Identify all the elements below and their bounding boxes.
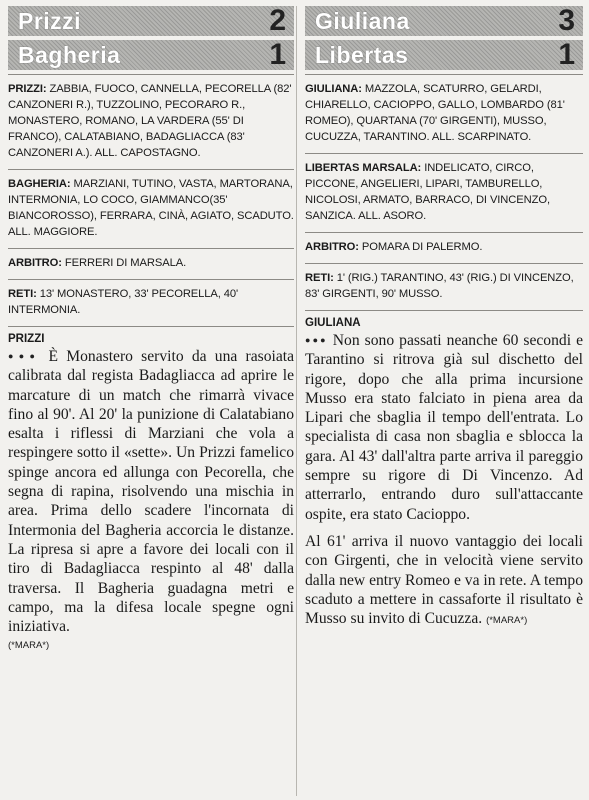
score-row-home: [305, 6, 583, 36]
lineup-away-label: BAGHERIA:: [8, 178, 71, 190]
referee: [8, 249, 294, 279]
lineup-away-label: LIBERTAS MARSALA:: [305, 162, 422, 174]
bullet-dots-icon: ●●●: [8, 351, 41, 361]
referee-label: ARBITRO:: [305, 241, 359, 253]
separator: [305, 310, 583, 311]
score-row-away: [8, 40, 294, 70]
bullet-dots-icon: ●●●: [305, 335, 328, 345]
lineup-away-text: MARZIANI, TUTINO, VASTA, MARTORANA, INTERMONIA, LO COCO, GIAMMANCO(35' BIANCOROSSO), FERRARA, CINÀ, AGIATO, SCADUTO. ALL. MAGGIORE.: [8, 178, 294, 238]
report-paragraph: ●●● Non sono passati neanche 60 secondi e Tarantino si ritrova già sul dischetto del rigore, dopo che alla prima incursione Musso era stato falciato in piena area da Lipari che sbaglia il tempo dell'entrata. Lo specialista di casa non sbaglia e sblocca la gara. Al 43' dall'altra parte arriva il pareggio sempre su rigore di Di Vincenzo. Ad atterrarlo, entrando duro sull'attaccante ospite, era stato Cacioppo.: [305, 332, 583, 523]
report-paragraph: ●●● È Monastero servito da una rasoiata calibrata dal regista Badagliacca ad aprire le marcature di un match che rimarrà vivace fino al 90'. Al 20' la punizione di Calatabiano esalta i riflessi di Marziani che vola a respingere sotto il «sette». Un Prizzi famelico spinge ancora ed allunga con Pecorella, che segna di rapina, risolvendo una mischia in area. Prima dello scadere l'incornata di Intermonia del Bagheria accorcia le distanze. La ripresa si apre a favore dei locali con il tiro di Badagliacca respinto al 48' dalla traversa. Il Bagheria guadagna metri e campo, ma la difesa locale spegne ogni iniziativa.: [8, 348, 295, 636]
match-report-prizzi-bagheria: [8, 6, 294, 651]
referee-label: ARBITRO:: [8, 257, 62, 269]
away-team-score: 1: [558, 38, 575, 71]
lineup-away-text: INDELICATO, CIRCO, PICCONE, ANGELIERI, LIPARI, TAMBURELLO, NICOLOSI, ARMATO, BARRACO, DI VINCENZO, SANZICA. ALL. ASORO.: [305, 162, 550, 222]
lineup-away: [305, 154, 583, 232]
away-team-score: 1: [269, 38, 286, 71]
author-signature: (*MARA*): [8, 640, 50, 652]
goals: [305, 264, 583, 310]
goals-text: 1' (RIG.) TARANTINO, 43' (RIG.) DI VINCENZO, 83' GIRGENTI, 90' MUSSO.: [305, 272, 574, 300]
report-section-title: PRIZZI: [8, 333, 45, 345]
goals: [8, 280, 294, 326]
lineup-home-text: ZABBIA, FUOCO, CANNELLA, PECORELLA (82' CANZONERI R.), TUZZOLINO, PECORARO R., MONASTERO, ROMANO, LA VARDERA (55' DI FRANCO), CALATABIANO, BADAGLIACCA (83' CANZONERI A.). ALL. CAPOSTAGNO.: [8, 83, 292, 159]
referee: [305, 233, 583, 263]
lineup-home-text: MAZZOLA, SCATURRO, GELARDI, CHIARELLO, CACIOPPO, GALLO, LOMBARDO (81' ROMEO), QUARTANA (70' GIRGENTI), MUSSO, CUCUZZA, TARANTINO. ALL. SCARPINATO.: [305, 83, 565, 143]
referee-text: POMARA DI PALERMO.: [358, 241, 483, 253]
goals-text: 13' MONASTERO, 33' PECORELLA, 40' INTERMONIA.: [8, 288, 239, 316]
column-divider: [296, 6, 297, 796]
referee-text: FERRERI DI MARSALA.: [61, 257, 187, 269]
score-row-away: [305, 40, 583, 70]
away-team-name: Libertas: [315, 41, 409, 68]
home-team-score: 2: [269, 4, 286, 37]
score-row-home: [8, 6, 294, 36]
report-section-title: GIULIANA: [305, 317, 361, 329]
separator: [8, 326, 294, 327]
lineup-home: [305, 75, 583, 153]
lineup-away: [8, 170, 294, 248]
lineup-home: [8, 75, 294, 169]
goals-label: RETI:: [8, 288, 37, 300]
home-team-name: Prizzi: [18, 7, 82, 34]
author-signature: (*MARA*): [486, 615, 528, 627]
goals-label: RETI:: [305, 272, 334, 284]
home-team-name: Giuliana: [315, 7, 410, 34]
lineup-home-label: PRIZZI:: [8, 83, 47, 95]
report-paragraph: Al 61' arriva il nuovo vantaggio dei locali con Girgenti, che in velocità viene servito dalla new entry Romeo e va in rete. A tempo scaduto a mettere in cassaforte il risultato è Musso su invito di Cucuzza. (*MARA*): [305, 532, 584, 628]
home-team-score: 3: [558, 4, 575, 37]
away-team-name: Bagheria: [18, 41, 121, 68]
lineup-home-label: GIULIANA:: [305, 83, 362, 95]
match-report-giuliana-libertas: [305, 6, 583, 630]
